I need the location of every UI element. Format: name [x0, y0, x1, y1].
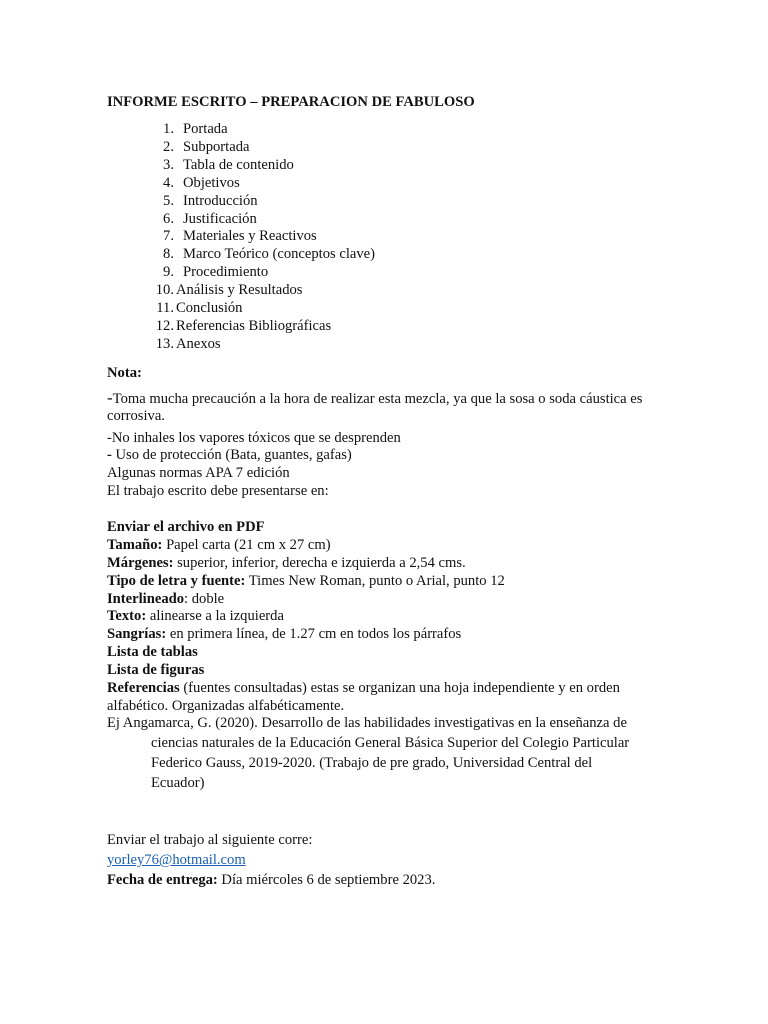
list-number: 7.	[163, 228, 174, 245]
example-reference-line-1: Ej Angamarca, G. (2020). Desarrollo de las habilidades investigativas en la enseñanza de	[107, 715, 627, 731]
list-item	[138, 211, 375, 229]
list-label: Justificación	[183, 210, 257, 227]
list-number: 2.	[163, 138, 174, 155]
list-item	[138, 264, 375, 282]
list-number: 12.	[155, 317, 174, 334]
list-label: Referencias Bibliográficas	[176, 317, 332, 334]
list-item	[138, 228, 375, 246]
list-number: 1.	[163, 121, 174, 137]
example-reference-line-4: Ecuador)	[151, 775, 205, 791]
list-number: 6.	[163, 210, 174, 227]
list-label: Análisis y Resultados	[176, 282, 303, 299]
document-title: INFORME ESCRITO – PREPARACION DE FABULOSO	[107, 94, 475, 110]
list-label: Anexos	[176, 335, 221, 352]
list-item	[138, 121, 375, 139]
list-item	[138, 246, 375, 264]
email-link[interactable]: yorley76@hotmail.com	[107, 852, 246, 868]
list-item	[138, 300, 375, 318]
list-number: 10.	[155, 282, 174, 299]
list-label: Tabla de contenido	[183, 156, 294, 173]
due-date-line: Fecha de entrega: Día miércoles 6 de septiembre 2023.	[107, 872, 436, 888]
figures-list-line: Lista de figuras	[107, 662, 205, 678]
spacing-line: Interlineado: doble	[107, 591, 225, 607]
note-protection-line: - Uso de protección (Bata, guantes, gafas)	[107, 447, 352, 463]
list-item	[138, 157, 375, 175]
list-item	[138, 139, 375, 157]
list-number: 8.	[163, 246, 174, 263]
pdf-instruction: Enviar el archivo en PDF	[107, 519, 265, 535]
list-label: Procedimiento	[183, 264, 269, 281]
list-number: 9.	[163, 264, 174, 281]
list-label: Materiales y Reactivos	[183, 228, 317, 245]
references-continuation: alfabético. Organizadas alfabéticamente.	[107, 698, 345, 714]
list-label: Objetivos	[183, 174, 240, 191]
list-item	[138, 175, 375, 193]
list-number: 3.	[163, 156, 174, 173]
list-label: Subportada	[183, 138, 250, 155]
margins-line: Márgenes: superior, inferior, derecha e izquierda a 2,54 cms.	[107, 555, 466, 571]
list-label: Conclusión	[176, 300, 243, 317]
references-line: Referencias (fuentes consultadas) estas se organizan una hoja independiente y en orden	[107, 680, 620, 696]
indent-line: Sangrías: en primera línea, de 1.27 cm en todos los párrafos	[107, 626, 462, 642]
list-number: 5.	[163, 192, 174, 209]
example-reference-line-3: Federico Gauss, 2019-2020. (Trabajo de pre grado, Universidad Central del	[151, 755, 593, 771]
list-item	[138, 318, 375, 336]
list-item	[138, 336, 375, 354]
note-heading: Nota:	[107, 365, 142, 381]
font-line: Tipo de letra y fuente: Times New Roman, punto o Arial, punto 12	[107, 573, 505, 589]
presentation-line: El trabajo escrito debe presentarse en:	[107, 483, 329, 499]
list-label: Portada	[183, 121, 228, 137]
list-item	[138, 193, 375, 211]
apa-norms-line: Algunas normas APA 7 edición	[107, 465, 290, 481]
table-of-contents-list	[138, 121, 375, 354]
note-warning-continuation: corrosiva.	[107, 408, 165, 424]
text-alignment-line: Texto: alinearse a la izquierda	[107, 608, 284, 624]
paper-size-line: Tamaño: Papel carta (21 cm x 27 cm)	[107, 537, 331, 553]
list-label: Marco Teórico (conceptos clave)	[183, 246, 375, 263]
note-warning-line: -Toma mucha precaución a la hora de realizar esta mezcla, ya que la sosa o soda cáustica es	[107, 388, 643, 407]
note-vapors-line: -No inhales los vapores tóxicos que se desprenden	[107, 430, 401, 446]
list-number: 4.	[163, 174, 174, 191]
list-number: 11.	[156, 300, 174, 317]
list-label: Introducción	[183, 192, 258, 209]
tables-list-line: Lista de tablas	[107, 644, 198, 660]
example-reference-line-2: ciencias naturales de la Educación General Básica Superior del Colegio Particular	[151, 735, 630, 751]
list-number: 13.	[155, 335, 174, 352]
send-instruction: Enviar el trabajo al siguiente corre:	[107, 832, 313, 848]
list-item	[138, 282, 375, 300]
